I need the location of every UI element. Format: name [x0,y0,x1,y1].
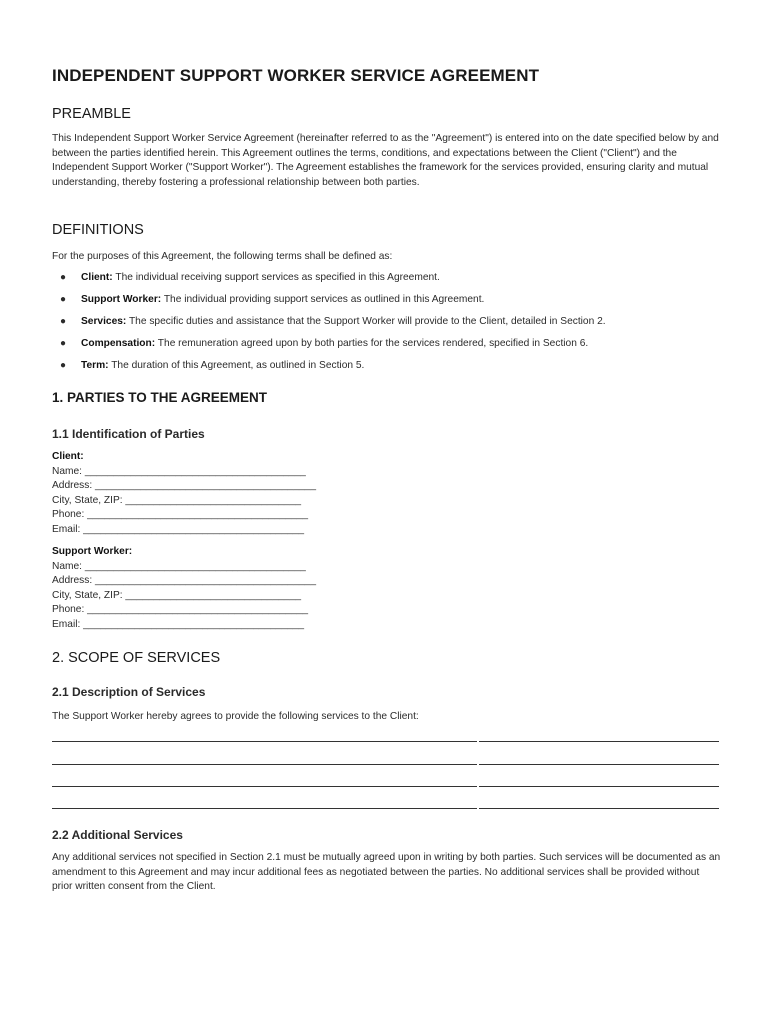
blank-line[interactable] [52,741,477,742]
worker-phone-field[interactable]: Phone: _______________________________________ [52,604,309,616]
support-worker-label: Support Worker: [52,546,133,557]
definition-text: The duration of this Agreement, as outlined in Section 5. [108,360,365,371]
bullet-icon: ● [60,338,67,349]
definition-term: Services: [81,316,127,327]
client-city-field[interactable]: City, State, ZIP: _______________________________ [52,494,302,506]
definitions-intro: For the purposes of this Agreement, the following terms shall be defined as: [52,251,393,262]
definitions-heading: DEFINITIONS [52,222,144,238]
section-2-1-heading: 2.1 Description of Services [52,685,206,699]
client-name-field[interactable]: Name: _______________________________________ [52,465,306,477]
section-2-2-heading: 2.2 Additional Services [52,828,183,842]
services-description-lines[interactable] [52,741,722,813]
blank-line[interactable] [479,786,719,787]
client-phone-field[interactable]: Phone: _______________________________________ [52,509,309,521]
blank-line[interactable] [479,808,719,809]
definition-term: Compensation: [81,338,156,349]
definition-text: The individual providing support services as outlined in this Agreement. [161,294,485,305]
section-1-heading: 1. PARTIES TO THE AGREEMENT [52,390,268,405]
definition-text: The remuneration agreed upon by both parties for the services rendered, specified in Section 6. [155,338,589,349]
definition-term: Term: [81,360,109,371]
section-2-2-text: Any additional services not specified in Section 2.1 must be mutually agreed upon in writing by both parties. Such services will be documented as an amendment to this Agreement and may incur additional fees as negotiated between the parties. No additional services shall be provided without prior written consent from the Client. [52,852,721,893]
blank-line[interactable] [52,808,477,809]
definition-text: The specific duties and assistance that the Support Worker will provide to the Client, detailed in Section 2. [126,316,606,327]
definitions-list [60,272,720,382]
client-email-field[interactable]: Email: _______________________________________ [52,523,305,535]
section-2-1-text: The Support Worker hereby agrees to provide the following services to the Client: [52,711,419,722]
worker-city-field[interactable]: City, State, ZIP: _______________________________ [52,589,302,601]
client-form [52,450,316,538]
worker-name-field[interactable]: Name: _______________________________________ [52,560,306,572]
definition-term: Support Worker: [81,294,162,305]
worker-email-field[interactable]: Email: _______________________________________ [52,618,305,630]
document-title: INDEPENDENT SUPPORT WORKER SERVICE AGREEMENT [52,66,540,85]
blank-line[interactable] [52,764,477,765]
section-1-1-heading: 1.1 Identification of Parties [52,427,205,441]
blank-line[interactable] [479,764,719,765]
blank-line[interactable] [479,741,719,742]
bullet-icon: ● [60,316,67,327]
bullet-icon: ● [60,294,67,305]
bullet-icon: ● [60,360,67,371]
preamble-text: This Independent Support Worker Service Agreement (hereinafter referred to as the "Agreement") is entered into on the date specified below by and between the parties identified herein. This Agreement outlines the terms, conditions, and expectations between the Client ("Client") and the Independent Support Worker ("Support Worker"). The Agreement establishes the framework for the services provided, ensuring clarity and mutual understanding, thereby fostering a professional relationship between both parties. [52,133,719,189]
blank-line[interactable] [52,786,477,787]
bullet-icon: ● [60,272,67,283]
support-worker-form [52,545,316,633]
definition-term: Client: [81,272,113,283]
section-2-heading: 2. SCOPE OF SERVICES [52,650,221,666]
worker-address-field[interactable]: Address: _______________________________________ [52,575,316,587]
definition-text: The individual receiving support services as specified in this Agreement. [112,272,440,283]
client-label: Client: [52,451,84,462]
preamble-heading: PREAMBLE [52,106,131,122]
client-address-field[interactable]: Address: _______________________________________ [52,480,316,492]
